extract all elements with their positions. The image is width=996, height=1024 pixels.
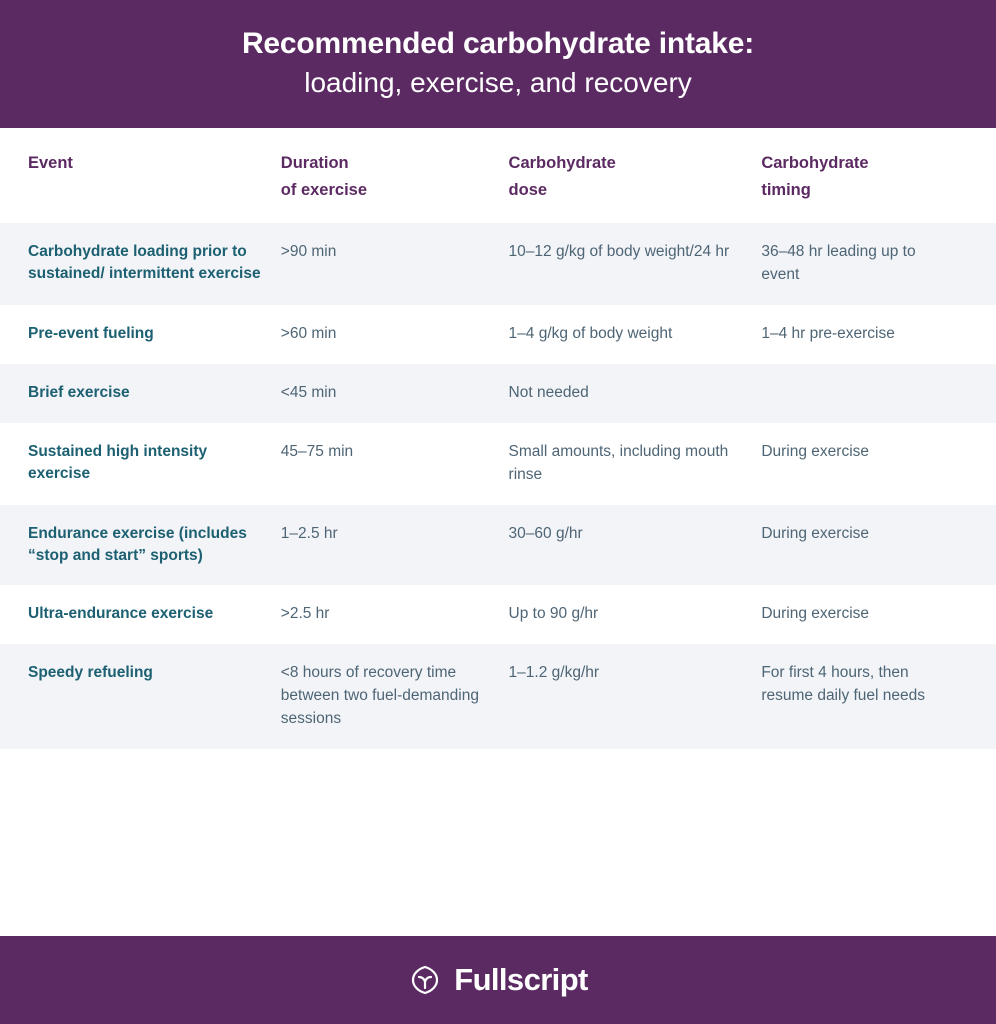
column-header-dose	[509, 150, 762, 203]
row-dose: 10–12 g/kg of body weight/24 hr	[508, 243, 730, 261]
table-row	[0, 423, 996, 505]
row-dose: 30–60 g/hr	[508, 524, 583, 542]
table-header-row	[0, 128, 996, 223]
column-header-duration-line2: of exercise	[280, 180, 368, 199]
table-row	[0, 644, 996, 749]
row-event: Pre-event fueling	[28, 325, 154, 343]
row-duration: >90 min	[280, 243, 337, 261]
column-header-dose-line2: dose	[508, 180, 548, 199]
row-duration: <8 hours of recovery time between two fuel-demanding sessions	[280, 663, 479, 727]
table-row	[0, 505, 996, 585]
row-dose: Small amounts, including mouth rinse	[508, 443, 729, 483]
column-header-dose-line1: Carbohydrate	[508, 153, 616, 172]
row-duration: >2.5 hr	[280, 604, 330, 622]
row-timing: 1–4 hr pre-exercise	[761, 325, 895, 343]
table-row	[0, 585, 996, 644]
column-header-duration	[281, 150, 509, 203]
table-row	[0, 364, 996, 423]
column-header-timing	[761, 150, 966, 203]
column-header-event	[28, 150, 281, 177]
row-dose: 1–1.2 g/kg/hr	[508, 663, 600, 681]
row-timing: During exercise	[761, 604, 870, 622]
header-banner	[0, 0, 996, 128]
column-header-duration-line1: Duration	[280, 153, 349, 172]
brand-wordmark: Fullscript	[454, 962, 588, 997]
row-duration: 45–75 min	[280, 443, 354, 461]
row-dose: Up to 90 g/hr	[508, 604, 599, 622]
page-title: Recommended carbohydrate intake:	[241, 27, 755, 60]
row-event: Sustained high intensity exercise	[28, 443, 208, 483]
row-duration: 1–2.5 hr	[280, 524, 338, 542]
carbohydrate-intake-table	[0, 128, 996, 936]
table-row	[0, 223, 996, 305]
row-dose: 1–4 g/kg of body weight	[508, 325, 673, 343]
row-event: Ultra-endurance exercise	[28, 604, 214, 622]
row-event: Brief exercise	[28, 384, 130, 402]
row-timing: During exercise	[761, 524, 870, 542]
table-row	[0, 305, 996, 364]
row-duration: >60 min	[280, 325, 337, 343]
row-event: Carbohydrate loading prior to sustained/ intermittent exercise	[28, 243, 261, 283]
row-event: Endurance exercise (includes “stop and start” sports)	[28, 524, 247, 564]
column-header-timing-line2: timing	[761, 180, 811, 199]
page-subtitle: loading, exercise, and recovery	[304, 66, 692, 98]
column-header-timing-line1: Carbohydrate	[761, 153, 869, 172]
fullscript-leaf-icon	[408, 963, 442, 997]
row-event: Speedy refueling	[28, 663, 153, 681]
footer-brand-bar	[0, 936, 996, 1024]
column-header-event-line1: Event	[28, 153, 73, 172]
row-dose: Not needed	[508, 384, 589, 402]
row-duration: <45 min	[280, 384, 337, 402]
row-timing: 36–48 hr leading up to event	[761, 243, 916, 284]
row-timing: During exercise	[761, 443, 870, 461]
row-timing: For first 4 hours, then resume daily fuel needs	[761, 663, 926, 704]
